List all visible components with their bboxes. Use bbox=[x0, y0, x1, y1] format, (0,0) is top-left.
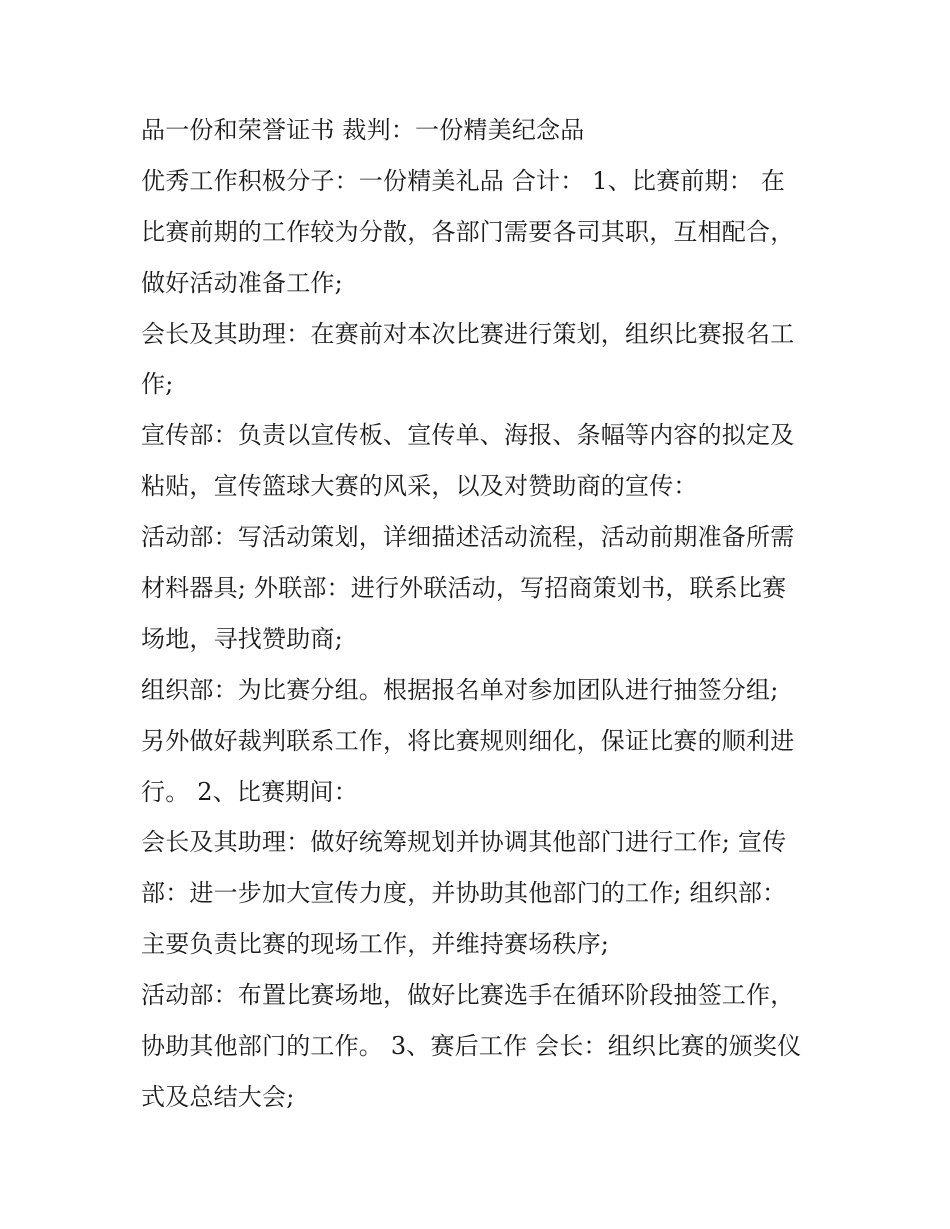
text-line: 品一份和荣誉证书 裁判：一份精美纪念品 bbox=[141, 116, 585, 144]
text-line: 会长及其助理：在赛前对本次比赛进行策划，组织比赛报名工 bbox=[141, 319, 795, 348]
text-line: 活动部：写活动策划，详细描述活动流程，活动前期准备所需 bbox=[141, 523, 795, 552]
text-line: 部：进一步加大宣传力度，并协助其他部门的工作; 组织部： bbox=[141, 879, 787, 908]
text-line: 粘贴，宣传篮球大赛的风采，以及对赞助商的宣传： bbox=[141, 472, 698, 501]
text-line: 比赛前期的工作较为分散，各部门需要各司其职，互相配合， bbox=[141, 217, 795, 246]
text-line: 作; bbox=[141, 370, 174, 399]
text-line: 优秀工作积极分子：一份精美礼品 合计： 1、比赛前期： 在 bbox=[141, 166, 785, 195]
text-line: 组织部：为比赛分组。根据报名单对参加团队进行抽签分组; bbox=[141, 675, 779, 704]
text-line: 式及总结大会; bbox=[141, 1082, 295, 1111]
text-line: 会长及其助理：做好统筹规划并协调其他部门进行工作; 宣传 bbox=[141, 828, 787, 857]
text-line: 行。 2、比赛期间： bbox=[141, 777, 358, 806]
text-line: 主要负责比赛的现场工作，并维持赛场秩序; bbox=[141, 930, 610, 959]
document-body bbox=[141, 105, 821, 1123]
text-line: 材料器具; 外联部：进行外联活动，写招商策划书，联系比赛 bbox=[141, 574, 787, 603]
text-line: 宣传部：负责以宣传板、宣传单、海报、条幅等内容的拟定及 bbox=[141, 421, 795, 450]
text-line: 场地，寻找赞助商; bbox=[141, 624, 343, 653]
text-line: 活动部：布置比赛场地，做好比赛选手在循环阶段抽签工作， bbox=[141, 981, 795, 1010]
text-line: 另外做好裁判联系工作，将比赛规则细化，保证比赛的顺利进 bbox=[141, 726, 795, 755]
text-line: 做好活动准备工作; bbox=[141, 268, 343, 297]
text-line: 协助其他部门的工作。 3、赛后工作 会长：组织比赛的颁奖仪 bbox=[141, 1032, 802, 1061]
